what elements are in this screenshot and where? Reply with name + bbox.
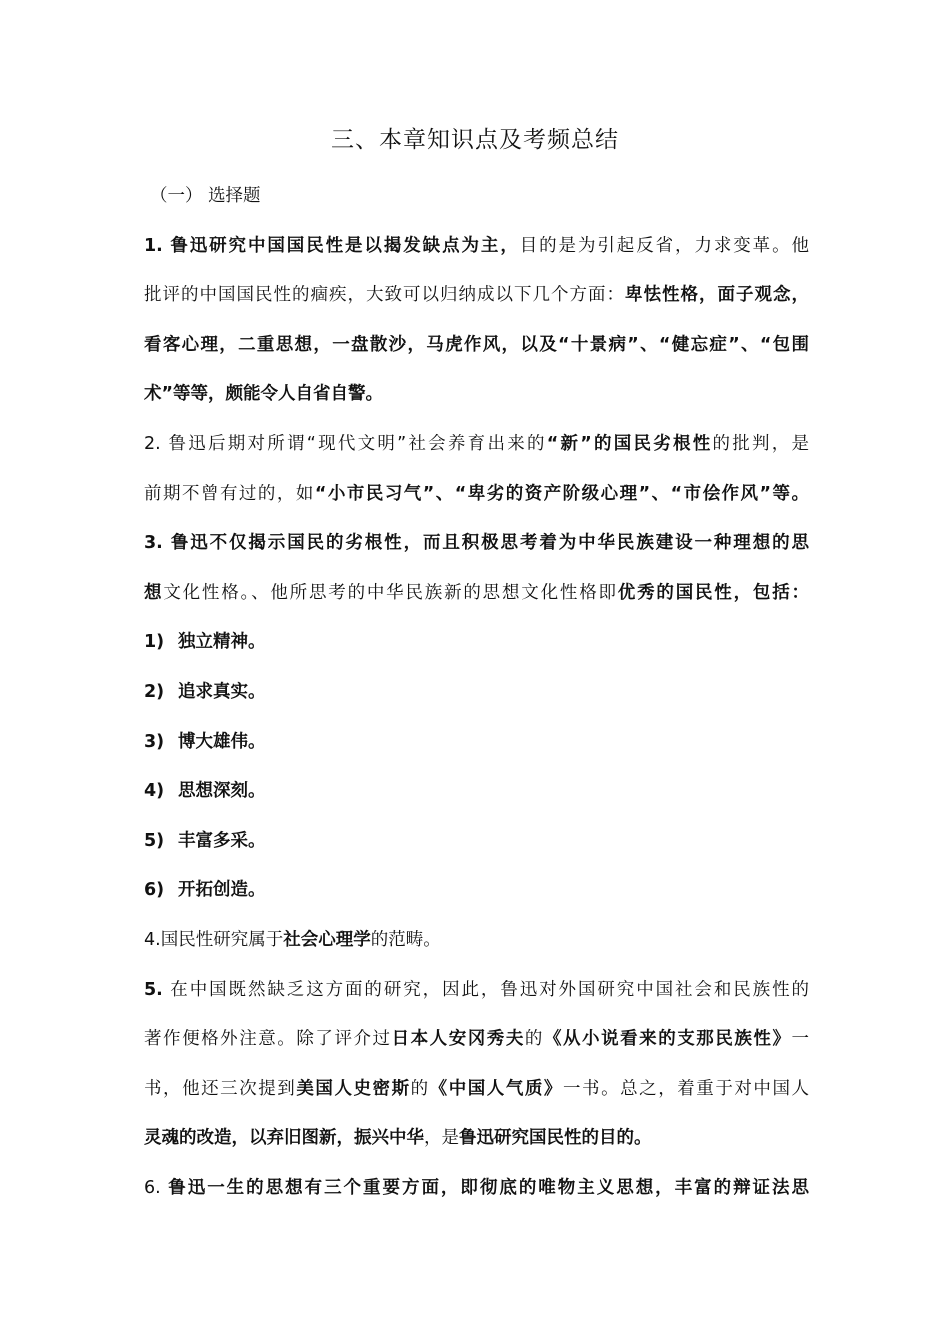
paragraph-6-text-1: 6. <box>144 1177 169 1198</box>
list-item-text: 思想深刻。 <box>178 781 266 802</box>
paragraph-4-text-1: 4.国民性研究属于 <box>144 929 284 950</box>
paragraph-3-bold-1: 3. 鲁迅不仅揭示国民的劣根性，而且积极思考着为中华民族建设一种理想的思 <box>144 533 809 554</box>
paragraph-1-text-2: 批评的中国国民性的痼疾，大致可以归纳成以下几个方面： <box>144 285 625 306</box>
paragraph-5-text-6: 的 <box>410 1078 430 1099</box>
paragraph-2-text-3: 前期不曾有过的，如 <box>144 483 315 504</box>
paragraph-6-line-1 <box>144 1164 809 1214</box>
paragraph-5-text-2: 著作便格外注意。除了评介过 <box>144 1029 392 1050</box>
paragraph-1-line-4 <box>144 370 809 420</box>
list-item <box>144 718 809 768</box>
paragraph-5-line-3 <box>144 1065 809 1115</box>
paragraph-5-line-2 <box>144 1015 809 1065</box>
paragraph-2-bold-1: “新”的国民劣根性 <box>546 433 713 454</box>
paragraph-5-bold-6: 鲁迅研究国民性的目的。 <box>459 1128 652 1149</box>
list-item <box>144 817 809 867</box>
paragraph-1-bold-2: 卑怯性格，面子观念， <box>625 285 809 306</box>
paragraph-4-text-2: 的范畴。 <box>370 929 441 950</box>
paragraph-2-text-2: 的批判，是 <box>712 433 809 454</box>
list-item <box>144 668 809 718</box>
paragraph-5-line-4 <box>144 1114 809 1164</box>
paragraph-1-text-1: 目的是为引起反省，力求变革。他 <box>519 235 810 256</box>
paragraph-1-line-3 <box>144 321 809 371</box>
paragraph-5-text-4: 一 <box>791 1029 810 1050</box>
paragraph-3-bold-3: 优秀的国民性，包括： <box>617 582 810 603</box>
paragraph-5-text-1: 在中国既然缺乏这方面的研究，因此，鲁迅对外国研究中国社会和民族性的 <box>162 979 809 1000</box>
paragraph-5-text-3: 的 <box>524 1029 544 1050</box>
list-item-number: 6) <box>144 880 165 901</box>
paragraph-5-bold-1: 日本人安冈秀夫 <box>391 1029 525 1050</box>
paragraph-1-number: 1. <box>144 235 163 256</box>
page-title: 三、本章知识点及考频总结 <box>331 127 619 153</box>
paragraph-1-bold-3: 看客心理，二重思想，一盘散沙，马虎作风，以及“十景病”、“健忘症”、“包围 <box>144 334 809 355</box>
paragraph-1-bold-1: 鲁迅研究中国国民性是以揭发缺点为主， <box>170 235 520 256</box>
list-item-number: 4) <box>144 781 165 802</box>
list-item-number: 1) <box>144 632 165 653</box>
list-item <box>144 866 809 916</box>
paragraph-5-bold-3: 美国人史密斯 <box>296 1078 411 1099</box>
paragraph-4-bold-1: 社会心理学 <box>283 929 371 950</box>
list-item-number: 3) <box>144 731 165 752</box>
list-item-text: 追求真实。 <box>178 681 266 702</box>
paragraph-3-line-1 <box>144 519 809 569</box>
paragraph-5-bold-4: 《中国人气质》 <box>429 1078 563 1099</box>
document-body <box>144 172 809 1213</box>
list-item-text: 丰富多采。 <box>178 830 266 851</box>
paragraph-2-line-1 <box>144 420 809 470</box>
paragraph-2-text-1: 2. 鲁迅后期对所谓“现代文明”社会养育出来的 <box>144 433 547 454</box>
list-item-number: 2) <box>144 681 165 702</box>
paragraph-4-line-1 <box>144 916 809 966</box>
paragraph-5-text-7: 一书。总之，着重于对中国人 <box>562 1078 810 1099</box>
section-heading: （一） 选择题 <box>150 186 261 206</box>
paragraph-5-line-1 <box>144 966 809 1016</box>
list-item <box>144 618 809 668</box>
paragraph-1-bold-4: 术”等等，颇能令人自省自警。 <box>144 384 384 405</box>
list-item <box>144 767 809 817</box>
paragraph-2-bold-2: “小市民习气”、“卑劣的资产阶级心理”、“市侩作风”等。 <box>314 483 809 504</box>
list-item-text: 博大雄伟。 <box>178 731 266 752</box>
paragraph-3-bold-2: 想 <box>144 582 164 603</box>
paragraph-3-line-2 <box>144 569 809 619</box>
paragraph-1-line-1 <box>144 222 809 272</box>
list-item-text: 独立精神。 <box>178 632 266 653</box>
paragraph-5-bold-2: 《从小说看来的支那民族性》 <box>543 1029 792 1050</box>
list-item-number: 5) <box>144 830 165 851</box>
paragraph-5-text-8: ，是 <box>424 1128 459 1149</box>
list-item-text: 开拓创造。 <box>178 880 266 901</box>
paragraph-3-text-1: 文化性格。、他所思考的中华民族新的思想文化性格即 <box>163 582 618 603</box>
paragraph-1-line-2 <box>144 271 809 321</box>
paragraph-5-text-5: 书，他还三次提到 <box>144 1078 297 1099</box>
paragraph-5-bold-5: 灵魂的改造，以弃旧图新，振兴中华 <box>144 1128 424 1149</box>
paragraph-5-number: 5. <box>144 979 163 1000</box>
paragraph-6-bold-1: 鲁迅一生的思想有三个重要方面，即彻底的唯物主义思想，丰富的辩证法思 <box>168 1177 810 1198</box>
paragraph-2-line-2 <box>144 470 809 520</box>
